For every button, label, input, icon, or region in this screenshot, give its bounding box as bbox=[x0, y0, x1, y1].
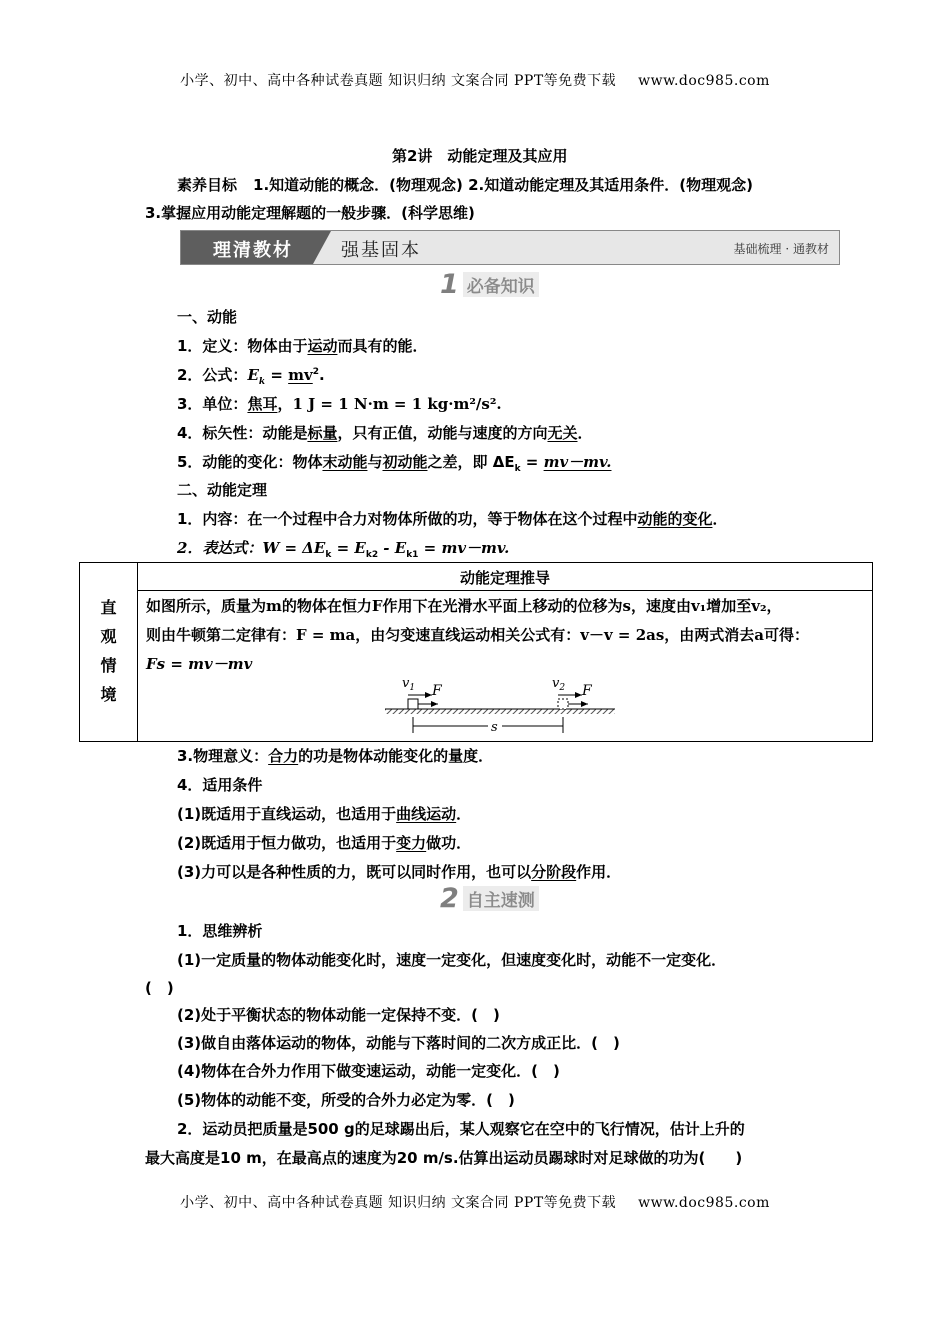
problem-2-line2: 最大高度是10 m，在最高点的速度为20 m/s.估算出运动员踢球时对足球做的功为( ) bbox=[145, 1149, 743, 1167]
displacement-label: s bbox=[491, 720, 498, 735]
block-start bbox=[408, 699, 418, 709]
theorem-expression: 2．表达式：$W = \Delta E_k = E_{k2} - E_{k1} = mv-mv$. bbox=[177, 539, 510, 560]
situation-p2: 则由牛顿第二定律有：F = ma，由匀变速直线运动相关公式有：v－v = 2as，由两式消去a可得： bbox=[146, 626, 810, 644]
condition-1: (1)既适用于直线运动，也适用于曲线运动． bbox=[177, 805, 472, 823]
section-badge-1: 1 必备知识 bbox=[440, 268, 539, 300]
footer-site: www.doc985.com bbox=[638, 1195, 770, 1211]
kinetic-heading: 一、动能 bbox=[177, 308, 238, 326]
kinetic-scalar: 4．标矢性：动能是标量，只有正值，动能与速度的方向无关． bbox=[177, 424, 593, 442]
force-label-1: F bbox=[432, 683, 442, 699]
kinetic-formula: 2．公式：$E_k = mv^2$. bbox=[177, 366, 325, 387]
conditions-heading: 4．适用条件 bbox=[177, 776, 263, 794]
kinetic-definition: 1．定义：物体由于运动而具有的能． bbox=[177, 337, 428, 355]
physical-meaning: 3.物理意义：合力的功是物体动能变化的量度． bbox=[177, 747, 494, 765]
theorem-content: 1．内容：在一个过程中合力对物体所做的功，等于物体在这个过程中动能的变化． bbox=[177, 510, 728, 528]
goals-line2: 3.掌握应用动能定理解题的一般步骤．(科学思维) bbox=[145, 204, 475, 222]
situation-head: 动能定理推导 bbox=[459, 569, 550, 587]
force-diagram bbox=[380, 673, 620, 739]
banner-right: 强基固本 bbox=[341, 240, 421, 261]
section-banner bbox=[180, 230, 840, 265]
footer-text: 小学、初中、高中各种试卷真题 知识归纳 文案合同 PPT等免费下载 bbox=[180, 1195, 617, 1211]
situation-table bbox=[79, 562, 873, 742]
kinetic-change: 5．动能的变化：物体末动能与初动能之差，即 $\Delta E_k = mv-mv$. bbox=[177, 453, 612, 474]
banner-left: 理清教材 bbox=[213, 240, 293, 261]
problem-2-line1: 2．运动员把质量是500 g的足球踢出后，某人观察它在空中的飞行情况，估计上升的 bbox=[177, 1120, 745, 1138]
header-site: www.doc985.com bbox=[638, 73, 770, 89]
kinetic-unit: 3．单位：焦耳，1 J = 1 N·m = 1 kg·m²/s². bbox=[177, 395, 502, 413]
quiz-heading: 1．思维辨析 bbox=[177, 922, 263, 940]
header-text: 小学、初中、高中各种试卷真题 知识归纳 文案合同 PPT等免费下载 bbox=[180, 73, 617, 89]
page-header bbox=[0, 70, 950, 90]
goals-line1: 素养目标 1.知道动能的概念．(物理观念) 2.知道动能定理及其适用条件．(物理观念) bbox=[177, 176, 753, 194]
situation-p1: 如图所示，质量为m的物体在恒力F作用下在光滑水平面上移动的位移为s，速度由v₁增加至v₂， bbox=[146, 597, 782, 615]
condition-3: (3)力可以是各种性质的力，既可以同时作用，也可以分阶段作用． bbox=[177, 863, 622, 881]
v2-label: $v_2$ bbox=[552, 676, 566, 693]
quiz-q2: (2)处于平衡状态的物体动能一定保持不变．( ) bbox=[177, 1006, 500, 1024]
v1-label: $v_1$ bbox=[402, 676, 416, 693]
block-end bbox=[558, 699, 568, 709]
quiz-q5: (5)物体的动能不变，所受的合外力必定为零．( ) bbox=[177, 1091, 515, 1109]
quiz-q4: (4)物体在合外力作用下做变速运动，动能一定变化．( ) bbox=[177, 1062, 560, 1080]
page-footer bbox=[0, 1192, 950, 1212]
force-label-2: F bbox=[582, 683, 592, 699]
theorem-heading: 二、动能定理 bbox=[177, 481, 268, 499]
section-badge-2: 2 自主速测 bbox=[440, 882, 539, 914]
situation-p3: Fs = mv－mv bbox=[146, 655, 253, 673]
quiz-q3: (3)做自由落体运动的物体，动能与下落时间的二次方成正比．( ) bbox=[177, 1034, 620, 1052]
condition-2: (2)既适用于恒力做功，也适用于变力做功． bbox=[177, 834, 472, 852]
quiz-q1: (1)一定质量的物体动能变化时，速度一定变化，但速度变化时，动能不一定变化． bbox=[177, 951, 727, 969]
ground-hatch bbox=[385, 709, 615, 714]
banner-tag: 基础梳理 · 通教材 bbox=[733, 242, 829, 256]
page-title: 第2讲 动能定理及其应用 bbox=[392, 147, 568, 165]
situation-side-label: 直 观 情 境 bbox=[100, 598, 117, 704]
quiz-q1-blank: ( ) bbox=[145, 979, 174, 997]
